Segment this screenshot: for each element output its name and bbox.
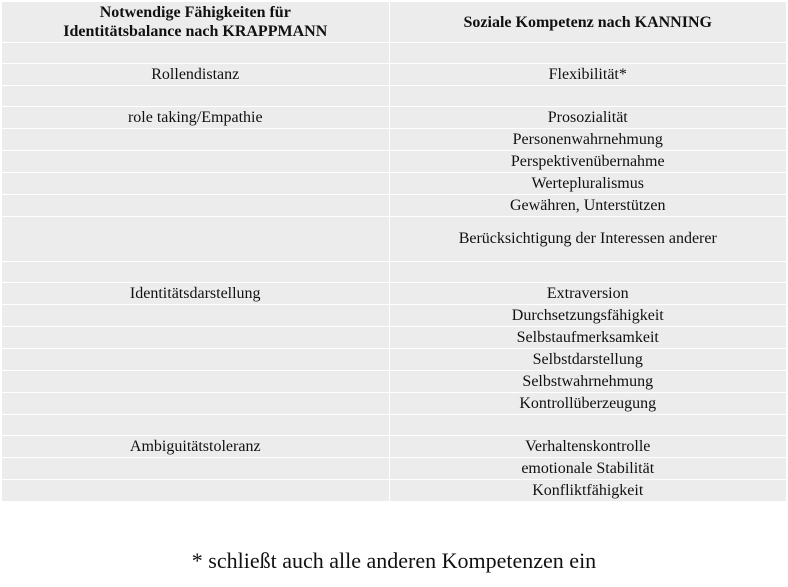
footnote: * schließt auch alle anderen Kompetenzen ein [191,548,597,573]
cell-kanning: Selbstaufmerksamkeit [389,327,786,349]
table-row [2,195,786,217]
cell-krappmann [2,415,389,436]
table-container [2,2,786,502]
cell-krappmann [2,129,389,151]
cell-kanning: Konfliktfähigkeit [389,480,786,502]
cell-kanning: Berücksichtigung der Interessen anderer [389,217,786,262]
cell-kanning: Extraversion [389,283,786,305]
cell-krappmann [2,195,389,217]
cell-krappmann: Identitätsdarstellung [2,283,389,305]
table-header-row [2,2,786,43]
cell-krappmann [2,217,389,262]
cell-kanning: Personenwahrnehmung [389,129,786,151]
table-row [2,480,786,502]
cell-krappmann [2,349,389,371]
cell-kanning: Flexibilität* [389,64,786,86]
cell-kanning: Selbstdarstellung [389,349,786,371]
table-row [2,283,786,305]
table-row [2,262,786,283]
header-kanning-label: Soziale Kompetenz nach KANNING [463,13,712,31]
cell-krappmann [2,458,389,480]
table-row [2,64,786,86]
table-row [2,393,786,415]
table-row [2,86,786,107]
cell-kanning: Wertepluralismus [389,173,786,195]
cell-krappmann [2,327,389,349]
cell-kanning: Gewähren, Unterstützen [389,195,786,217]
table-row [2,107,786,129]
table-row [2,173,786,195]
cell-krappmann: role taking/Empathie [2,107,389,129]
table-row [2,349,786,371]
cell-krappmann [2,305,389,327]
cell-krappmann [2,393,389,415]
cell-kanning: Perspektivenübernahme [389,151,786,173]
cell-kanning: Durchsetzungsfähigkeit [389,305,786,327]
table-row [2,327,786,349]
cell-kanning [389,262,786,283]
header-krappmann [2,2,389,43]
table-row [2,305,786,327]
cell-krappmann [2,173,389,195]
header-kanning [389,2,786,43]
competence-table [2,2,786,502]
cell-krappmann [2,43,389,64]
cell-krappmann [2,151,389,173]
cell-kanning: Prosozialität [389,107,786,129]
header-krappmann-label: Notwendige Fähigkeiten für Identitätsbalance nach KRAPPMANN [63,4,328,40]
table-row [2,217,786,262]
cell-kanning [389,86,786,107]
table-row [2,129,786,151]
table-row [2,43,786,64]
cell-krappmann [2,86,389,107]
table-row [2,436,786,458]
cell-krappmann: Ambiguitätstoleranz [2,436,389,458]
cell-kanning [389,43,786,64]
cell-krappmann [2,262,389,283]
table-row [2,458,786,480]
table-row [2,151,786,173]
cell-krappmann [2,480,389,502]
table-row [2,415,786,436]
cell-krappmann: Rollendistanz [2,64,389,86]
cell-kanning: Verhaltenskontrolle [389,436,786,458]
cell-kanning [389,415,786,436]
cell-kanning: Selbstwahrnehmung [389,371,786,393]
cell-kanning: Kontrollüberzeugung [389,393,786,415]
cell-krappmann [2,371,389,393]
table-row [2,371,786,393]
cell-kanning: emotionale Stabilität [389,458,786,480]
